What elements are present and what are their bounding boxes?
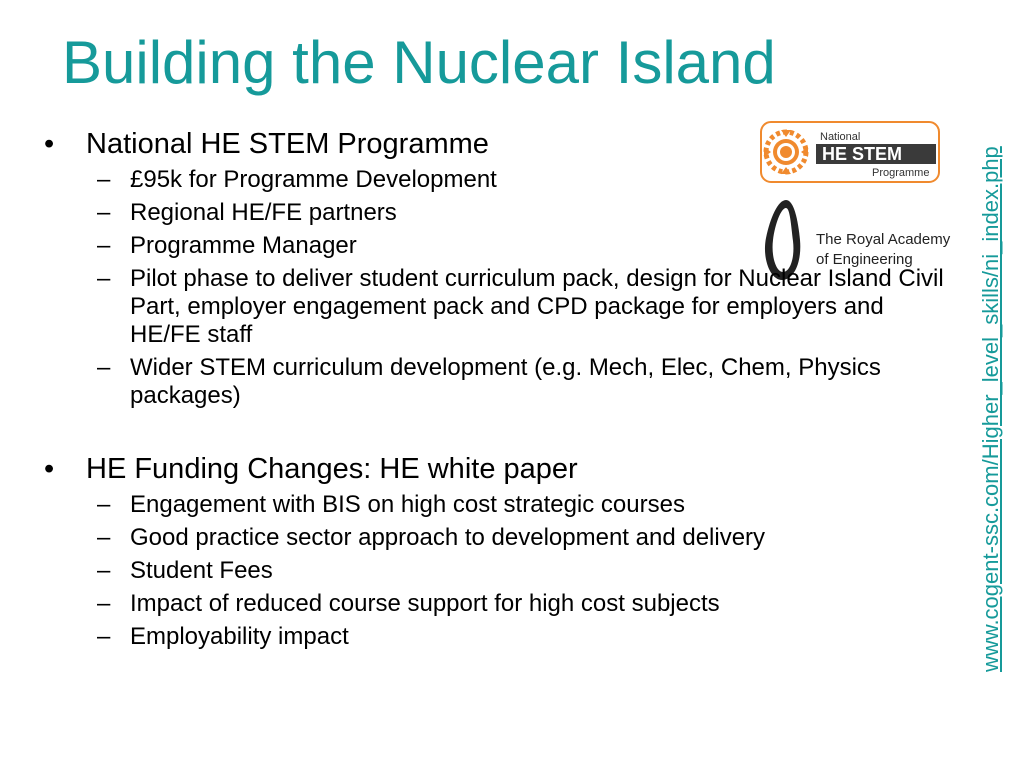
- sub-item: [44, 199, 944, 227]
- sub-text: £95k for Programme Development: [130, 166, 497, 193]
- cogent-url-link[interactable]: www.cogent-ssc.com/Higher_level_skills/ni_index.php: [978, 146, 1003, 672]
- sub-item: [44, 166, 944, 194]
- sub-text: Good practice sector approach to development and delivery: [130, 524, 766, 551]
- bullet-item: [44, 451, 944, 487]
- sub-marker: –: [97, 524, 111, 551]
- sub-marker: –: [97, 199, 111, 226]
- sub-marker: –: [97, 265, 111, 292]
- sub-text: Impact of reduced course support for high cost subjects: [130, 590, 720, 617]
- sub-marker: –: [97, 354, 111, 381]
- sub-text: Wider STEM curriculum development (e.g. Mech, Elec, Chem, Physics packages): [130, 354, 881, 409]
- sub-marker: –: [97, 590, 111, 617]
- sub-list: [44, 491, 944, 651]
- sub-marker: –: [97, 166, 111, 193]
- sub-text: Programme Manager: [130, 232, 357, 259]
- bullet-text: National HE STEM Programme: [86, 128, 489, 160]
- sub-text: Engagement with BIS on high cost strategic courses: [130, 491, 685, 518]
- sub-text: Employability impact: [130, 623, 349, 650]
- sub-marker: –: [97, 623, 111, 650]
- slide-body: [44, 126, 944, 656]
- bullet-marker: •: [44, 128, 55, 160]
- he-stem-line1: National: [820, 131, 861, 143]
- sub-item: [44, 491, 944, 519]
- sub-marker: –: [97, 557, 111, 584]
- sub-marker: –: [97, 491, 111, 518]
- slide-title: Building the Nuclear Island: [62, 29, 776, 96]
- bullet-text: HE Funding Changes: HE white paper: [86, 453, 578, 485]
- sub-list: [44, 166, 944, 410]
- sub-item: [44, 590, 944, 618]
- he-stem-line3: Programme: [872, 167, 930, 179]
- sub-item: [44, 623, 944, 651]
- he-stem-line2: HE STEM: [822, 144, 903, 164]
- sub-item: [44, 265, 944, 349]
- sub-item: [44, 354, 944, 410]
- sub-marker: –: [97, 232, 111, 259]
- rae-line2: of Engineering: [816, 251, 913, 268]
- sub-text: Pilot phase to deliver student curriculum pack, design for Nuclear Island Civil Part, employer engagement pack and CPD package for employers and HE/FE staff: [130, 265, 944, 348]
- rae-line1: The Royal Academy: [816, 231, 951, 248]
- sub-item: [44, 524, 944, 552]
- bullet-marker: •: [44, 453, 55, 485]
- section-gap: [44, 415, 944, 451]
- sub-text: Regional HE/FE partners: [130, 199, 397, 226]
- sub-item: [44, 557, 944, 585]
- bullet-item: [44, 126, 944, 162]
- sub-text: Student Fees: [130, 557, 273, 584]
- sub-item: [44, 232, 944, 260]
